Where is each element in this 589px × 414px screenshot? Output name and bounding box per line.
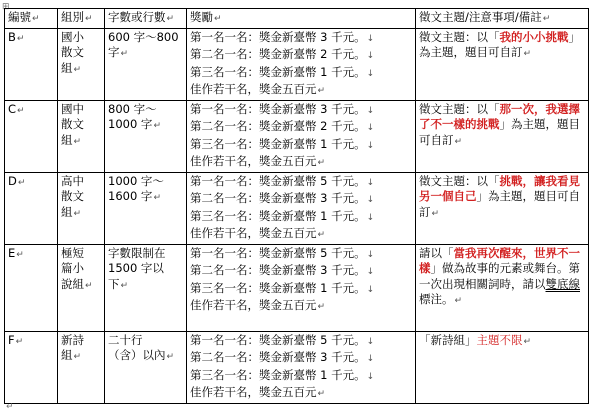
table-move-handle-icon[interactable]: ⊞: [2, 2, 10, 12]
table-row: [5, 172, 589, 244]
row-group: 高中 散文 組↵: [58, 172, 105, 244]
row-awards: 第一名一名：獎金新臺幣 5 千元。↓ 第二名一名：獎金新臺幣 3 千元。↓ 第三名一名：獎金新臺幣 1 千元。↓ 佳作若干名，獎金五百元↵: [187, 172, 416, 244]
row-id: E↵: [5, 244, 58, 331]
row-note: 徵文主題：以「挑戰，讓我看見另一個自己」為主題，題目可自訂↵: [416, 172, 589, 244]
row-length: 600 字～800 字↵: [105, 28, 187, 100]
contest-table: [4, 8, 589, 404]
row-id: D↵: [5, 172, 58, 244]
header-id: 編號↵: [5, 9, 58, 29]
row-length: 字數限制在 1500 字以 下↵: [105, 244, 187, 331]
row-id: C↵: [5, 100, 58, 172]
row-note: 徵文主題：以「我的小小挑戰」為主題，題目可自訂↵: [416, 28, 589, 100]
row-id: B↵: [5, 28, 58, 100]
row-awards: 第一名一名：獎金新臺幣 3 千元。↓ 第二名一名：獎金新臺幣 2 千元。↓ 第三名一名：獎金新臺幣 1 千元。↓ 佳作若干名，獎金五百元↵: [187, 28, 416, 100]
table-row: [5, 100, 589, 172]
row-length: 二十行 （含）以內↵: [105, 331, 187, 403]
header-length: 字數或行數↵: [105, 9, 187, 29]
row-length: 1000 字～ 1600 字↵: [105, 172, 187, 244]
row-group: 國小 散文 組↵: [58, 28, 105, 100]
row-awards: 第一名一名：獎金新臺幣 3 千元。↓ 第二名一名：獎金新臺幣 2 千元。↓ 第三名一名：獎金新臺幣 1 千元。↓ 佳作若干名，獎金五百元↵: [187, 100, 416, 172]
header-row: [5, 9, 589, 29]
row-note: 請以「當我再次醒來，世界不一樣」做為故事的元素或舞台。第一次出現相關詞時，請以雙底線標注。↵: [416, 244, 589, 331]
row-awards: 第一名一名：獎金新臺幣 5 千元。↓ 第二名一名：獎金新臺幣 3 千元。↓ 第三名一名：獎金新臺幣 1 千元。↓ 佳作若干名，獎金五百元↵: [187, 331, 416, 403]
paragraph-mark-icon: ↵: [6, 402, 14, 412]
row-note: 徵文主題：以「那一次，我選擇了不一樣的挑戰」為主題，題目可自訂↵: [416, 100, 589, 172]
table-row: [5, 244, 589, 331]
header-awards: 獎勵↵: [187, 9, 416, 29]
row-group: 極短 篇小 說組↵: [58, 244, 105, 331]
header-group: 組別↵: [58, 9, 105, 29]
row-group: 新詩 組↵: [58, 331, 105, 403]
row-length: 800 字～ 1000 字↵: [105, 100, 187, 172]
row-awards: 第一名一名：獎金新臺幣 5 千元。↓ 第二名一名：獎金新臺幣 3 千元。↓ 第三名一名：獎金新臺幣 1 千元。↓ 佳作若干名，獎金五百元↵: [187, 244, 416, 331]
table-row: [5, 331, 589, 403]
row-note: 「新詩組」主題不限↵: [416, 331, 589, 403]
row-group: 國中 散文 組↵: [58, 100, 105, 172]
header-notes: 徵文主題/注意事項/備註↵: [416, 9, 589, 29]
row-id: F↵: [5, 331, 58, 403]
table-row: [5, 28, 589, 100]
